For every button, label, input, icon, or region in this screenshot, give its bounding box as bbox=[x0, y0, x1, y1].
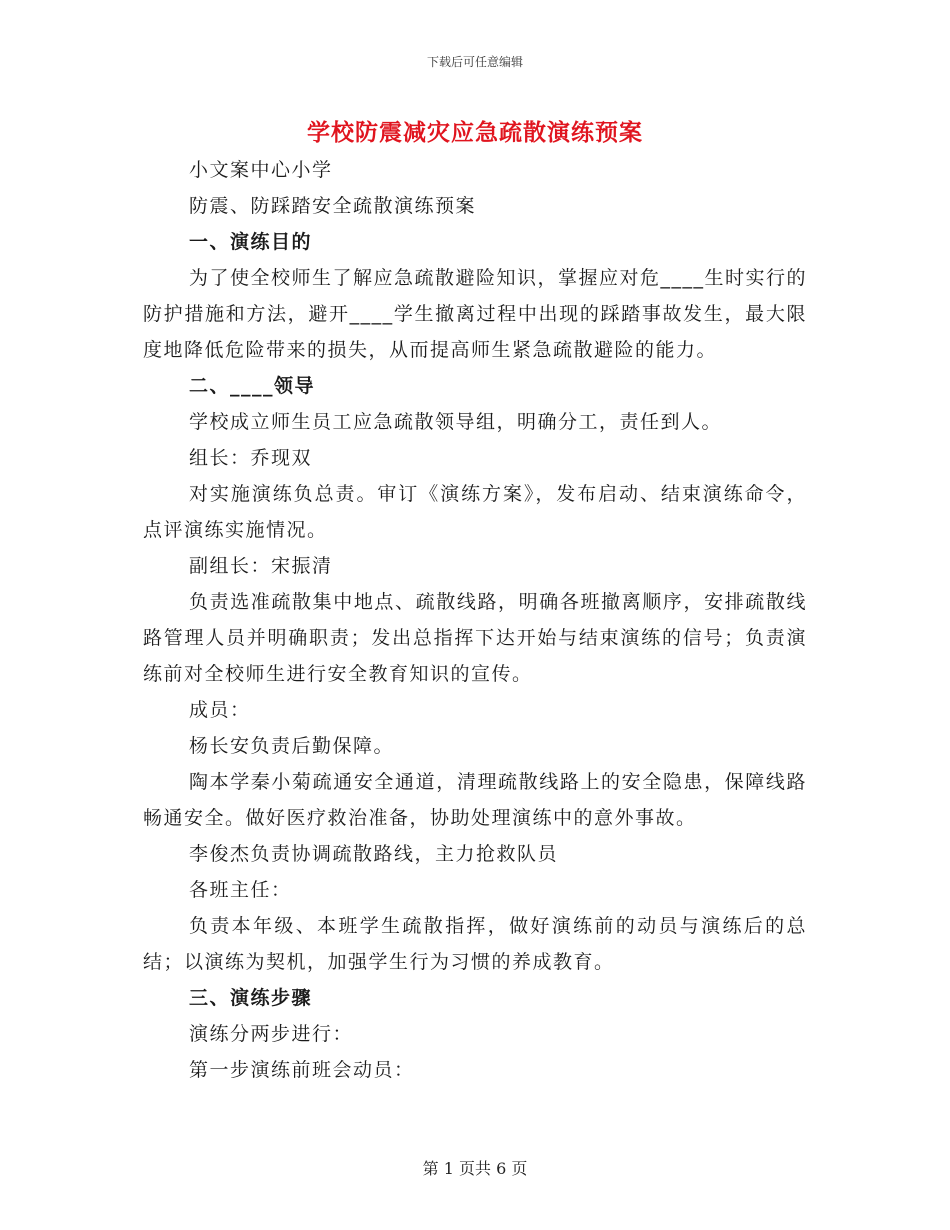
document-body bbox=[143, 152, 807, 1088]
page-number: 第 1 页共 6 页 bbox=[422, 1159, 528, 1178]
paragraph-steps-intro: 演练分两步进行： bbox=[189, 1023, 354, 1045]
school-name: 小文案中心小学 bbox=[189, 159, 333, 181]
document-title: 学校防震减灾应急疏散演练预案 bbox=[307, 119, 643, 146]
paragraph-class-teachers-duty: 负责本年级、本班学生疏散指挥，做好演练前的动员与演练后的总结；以演练为契机，加强学生行为习惯的养成教育。 bbox=[143, 915, 807, 973]
paragraph-member-logistics: 杨长安负责后勤保障。 bbox=[189, 735, 395, 757]
paragraph-purpose: 为了使全校师生了解应急疏散避险知识，掌握应对危____生时实行的防护措施和方法，避开____学生撤离过程中出现的踩踏事故发生，最大限度地降低危险带来的损失，从而提高师生紧急疏散避险的能力。 bbox=[143, 267, 808, 361]
paragraph-members: 成员： bbox=[189, 699, 251, 721]
paragraph-deputy-leader: 副组长：宋振清 bbox=[189, 555, 333, 577]
paragraph-member-rescue: 李俊杰负责协调疏散路线，主力抢救队员 bbox=[189, 843, 559, 865]
section-heading-leadership: 二、____领导 bbox=[189, 375, 316, 397]
paragraph-step-one: 第一步演练前班会动员： bbox=[189, 1059, 415, 1081]
plan-subtitle: 防震、防踩踏安全疏散演练预案 bbox=[189, 195, 477, 217]
paragraph-leader: 组长：乔现双 bbox=[189, 447, 313, 469]
section-heading-purpose: 一、演练目的 bbox=[189, 231, 313, 253]
paragraph-class-teachers: 各班主任： bbox=[189, 879, 292, 901]
paragraph-leadership-intro: 学校成立师生员工应急疏散领导组，明确分工，责任到人。 bbox=[189, 411, 723, 433]
section-heading-steps: 三、演练步骤 bbox=[189, 987, 313, 1009]
paragraph-leader-duty: 对实施演练负总责。审订《演练方案》，发布启动、结束演练命令，点评演练实施情况。 bbox=[143, 483, 807, 541]
paragraph-member-safety: 陶本学秦小菊疏通安全通道，清理疏散线路上的安全隐患，保障线路畅通安全。做好医疗救治准备，协助处理演练中的意外事故。 bbox=[143, 771, 807, 829]
header-note: 下载后可任意编辑 bbox=[426, 55, 523, 69]
paragraph-deputy-duty: 负责选准疏散集中地点、疏散线路，明确各班撤离顺序，安排疏散线路管理人员并明确职责；发出总指挥下达开始与结束演练的信号；负责演练前对全校师生进行安全教育知识的宣传。 bbox=[143, 591, 807, 685]
